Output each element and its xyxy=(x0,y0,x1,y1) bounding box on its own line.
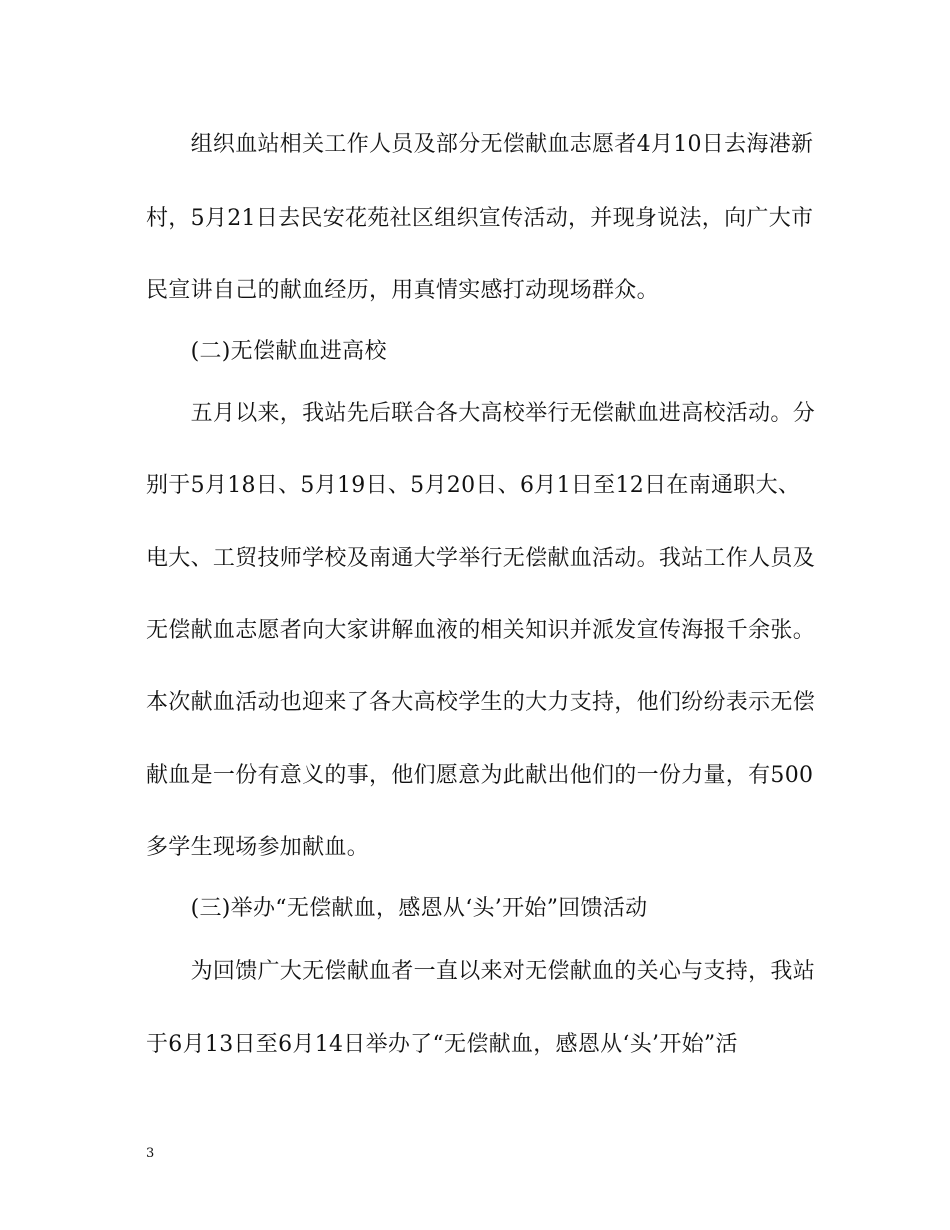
text-line: 别于5月18日、5月19日、5月20日、6月1日至12日在南通职大、 xyxy=(146,473,801,498)
section-heading: (三)举办“无偿献血，感恩从‘头’开始”回馈活动 xyxy=(146,896,648,921)
text-line: 为回馈广大无偿献血者一直以来对无偿献血的关心与支持，我站 xyxy=(146,959,816,984)
text-line: 五月以来，我站先后联合各大高校举行无偿献血进高校活动。分 xyxy=(146,401,816,426)
text-line: 于6月13日至6月14日举办了“无偿献血，感恩从‘头’开始”活 xyxy=(146,1032,738,1057)
text-line: 电大、工贸技师学校及南通大学举行无偿献血活动。我站工作人员及 xyxy=(146,546,816,571)
text-line: 多学生现场参加献血。 xyxy=(146,835,370,860)
text-line: 村，5月21日去民安花苑社区组织宣传活动，并现身说法，向广大市 xyxy=(146,206,814,231)
text-line: 本次献血活动也迎来了各大高校学生的大力支持，他们纷纷表示无偿 xyxy=(146,690,816,715)
page-number: 3 xyxy=(146,1146,155,1161)
text-line: 民宣讲自己的献血经历，用真情实感打动现场群众。 xyxy=(146,278,659,303)
section-heading: (二)无偿献血进高校 xyxy=(146,339,387,364)
text-line: 献血是一份有意义的事，他们愿意为此献出他们的一份力量，有500 xyxy=(146,763,814,788)
text-line: 无偿献血志愿者向大家讲解血液的相关知识并派发宣传海报千余张。 xyxy=(146,618,816,643)
text-line: 组织血站相关工作人员及部分无偿献血志愿者4月10日去海港新 xyxy=(146,132,814,157)
